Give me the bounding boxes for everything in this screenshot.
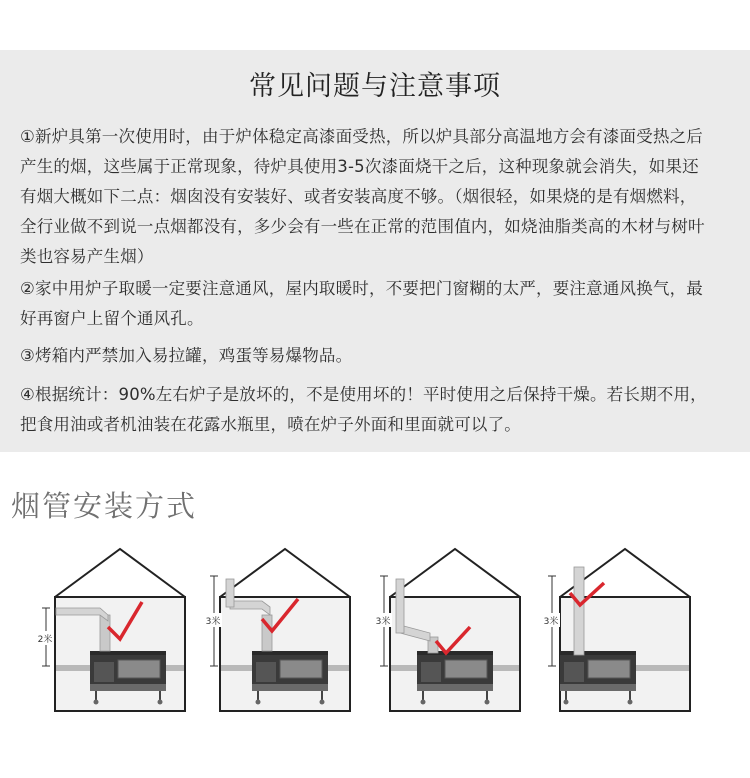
faq-item-1: ①新炉具第一次使用时，由于炉体稳定高漆面受热，所以炉具部分高温地方会有漆面受热之后产生的烟，这些属于正常现象，待炉具使用3-5次漆面烧干之后，这种现象就会消失，如果还有烟大概如下二点：烟囱没有安装好、或者安装高度不够。（烟很轻，如果烧的是有烟燃料，全行业做不到说一点烟都没有，多少会有一些在正常的范围值内，如烧油脂类高的木材与树叶类也容易产生烟） <box>20 127 705 266</box>
install-section-title: 烟管安装方式 <box>11 489 198 523</box>
height-label: 3米 <box>543 617 559 627</box>
faq-item-4: ④根据统计：90%左右炉子是放坏的，不是使用坏的！平时使用之后保持干燥。若长期不用，把食用油或者机油装在花露水瓶里，喷在炉子外面和里面就可以了。 <box>20 385 707 434</box>
height-label: 3米 <box>205 617 221 627</box>
faq-panel <box>0 50 750 452</box>
height-label: 3米 <box>375 617 391 627</box>
faq-title: 常见问题与注意事项 <box>249 71 501 102</box>
faq-item-2: ②家中用炉子取暖一定要注意通风，屋内取暖时，不要把门窗糊的太严，要注意通风换气，最好再窗户上留个通风孔。 <box>20 279 703 328</box>
install-diagram-4 <box>542 549 690 711</box>
faq-item-3: ③烤箱内严禁加入易拉罐，鸡蛋等易爆物品。 <box>20 346 353 365</box>
height-label: 2米 <box>37 635 53 645</box>
install-diagram-3 <box>374 549 520 711</box>
install-diagram-2 <box>204 549 350 711</box>
install-diagram-1 <box>36 549 185 711</box>
install-diagrams <box>0 535 750 778</box>
